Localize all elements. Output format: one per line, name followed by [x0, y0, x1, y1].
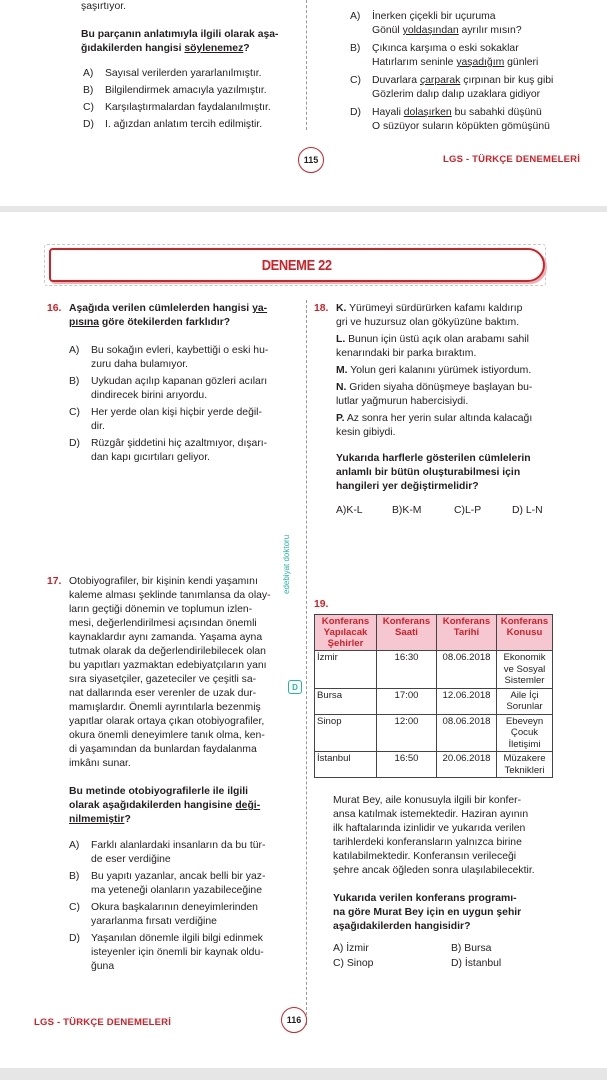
option-letter: A) — [69, 345, 80, 356]
question-line — [69, 799, 279, 813]
cell-time: 16:50 — [377, 752, 437, 778]
header-date — [437, 615, 497, 651]
text: de eser verdiğine — [91, 854, 171, 865]
banner-frame — [49, 248, 545, 282]
text-line: Sistemler — [504, 675, 545, 686]
text-line: kaleme alması şeklinde tanımlansa da olay- — [69, 590, 271, 601]
header-line: Konferans — [500, 616, 549, 627]
header-city — [315, 615, 377, 651]
paragraph-text — [69, 575, 279, 771]
option-a — [69, 839, 279, 867]
option-letter: A) — [69, 840, 80, 851]
text: Her yerde olan kişi hiçbir yerde değil- — [91, 407, 262, 418]
sentence-key: N. — [336, 382, 347, 393]
cell-city: İstanbul — [315, 752, 377, 778]
text-line: katılabilmektedir. Konferansın verileceği — [333, 851, 517, 862]
option-text — [372, 42, 590, 70]
cell-city: İzmir — [315, 651, 377, 689]
emphasis: nilmemiştir — [69, 814, 125, 825]
option-d — [83, 118, 303, 132]
page-115 — [0, 0, 607, 206]
option-text — [91, 406, 284, 434]
option-c — [69, 901, 279, 929]
option-letter: B) — [83, 85, 94, 96]
question-line: Yukarıda harflerle gösterilen cümlelerin — [336, 453, 531, 464]
cell-city: Bursa — [315, 688, 377, 714]
text-line: İletişimi — [508, 738, 541, 750]
option-text — [91, 375, 284, 403]
question-number: 18. — [314, 303, 329, 314]
text-line: şehre ancak öğleden sonra ulaşılabilecektir. — [333, 865, 535, 876]
question-paragraph — [333, 794, 548, 878]
text: Uykudan açılıp kapanan gözleri acıları — [91, 376, 268, 387]
footer-label: LGS - TÜRKÇE DENEMELERİ — [443, 154, 581, 165]
option-d — [69, 932, 279, 974]
option-letter: B) — [350, 43, 361, 54]
text: isteyenler için önemli bir kaynak oldu- — [91, 947, 264, 958]
table-header-row — [315, 615, 553, 651]
text: çırpınan bir kuş gibi — [460, 75, 554, 86]
text-line: okura önemli deneyimlere tanık olma, ken- — [69, 730, 265, 741]
text: O süzüyor suların köpükten gömüşünü — [372, 121, 550, 132]
text: ğuna — [91, 961, 115, 972]
watermark-text: edebiyat doktoru — [282, 534, 291, 594]
option-list — [333, 941, 551, 971]
option-text: Sayısal verilerden yararlanılmıştır. — [105, 68, 262, 79]
option-text — [372, 74, 590, 102]
question-17 — [47, 575, 279, 974]
option-text — [91, 437, 284, 465]
header-line: Konferans — [382, 616, 431, 627]
sentence-l — [314, 333, 549, 361]
option-text — [91, 344, 284, 372]
text: gri ve huzursuz olan gökyüzüne baktım. — [336, 317, 520, 328]
text: zuru daha bulamıyor. — [91, 359, 189, 370]
text: yararlanma fırsatı verdiğine — [91, 916, 217, 927]
cell-date: 08.06.2018 — [437, 651, 497, 689]
option-list — [69, 344, 284, 465]
question-text: ğıdakilerden hangisi — [81, 43, 185, 54]
text-line: Otobiyografiler, bir kişinin kendi yaşamını — [69, 576, 258, 587]
text: Gönül — [372, 25, 403, 36]
option-letter: C) — [83, 102, 94, 113]
option-a — [83, 67, 303, 81]
option-d: D) İstanbul — [451, 958, 502, 969]
option-letter: B) — [69, 376, 80, 387]
text-line: Teknikleri — [504, 764, 545, 776]
option-text — [91, 901, 279, 929]
text: bu sabahki düşünü — [451, 107, 542, 118]
text: lutlar yağmurun habercisiydi. — [336, 396, 469, 407]
text: Bu yapıtı yazanlar, ancak belli bir yaz- — [91, 871, 266, 882]
conference-table — [314, 614, 553, 778]
test-banner — [44, 244, 546, 286]
sentence-m — [314, 364, 549, 378]
option-c: C)L-P — [454, 505, 482, 516]
sentence-key: K. — [336, 303, 347, 314]
question-line: aşağıdakilerden hangisidir? — [333, 921, 471, 932]
header-line: Konferans — [321, 616, 370, 627]
option-d — [69, 437, 284, 465]
question-16 — [47, 302, 287, 330]
option-d — [350, 106, 590, 134]
emphasis: pısına — [69, 317, 100, 328]
text-line: Çocuk — [510, 727, 539, 738]
option-b — [350, 42, 590, 70]
text-line: Murat Bey, aile konusuyla ilgili bir konfer- — [333, 795, 522, 806]
option-a — [350, 10, 590, 38]
text-line: ve Sosyal — [503, 663, 546, 675]
text: olarak aşağıdakilerden hangisine — [69, 800, 236, 811]
option-text: I. ağızdan anlatım tercih edilmiştir. — [105, 119, 263, 130]
option-letter: C) — [69, 902, 80, 913]
sentence-key: L. — [336, 334, 346, 345]
text: Hatırlarım seninle — [372, 57, 457, 68]
table-row — [315, 714, 553, 752]
page-number: 116 — [281, 1007, 307, 1033]
question-line: Bu parçanın anlatımıyla ilgili olarak aşa- — [81, 29, 279, 40]
option-text — [91, 839, 279, 867]
header-line: Tarihi — [453, 627, 480, 638]
cell-city: Sinop — [315, 714, 377, 752]
header-line: Konusu — [506, 627, 543, 638]
table-row — [315, 651, 553, 689]
cell-topic — [497, 651, 553, 689]
text: Gözlerim dalıp dalıp uzaklara gidiyor — [372, 89, 541, 100]
option-b: B)K-M — [392, 505, 422, 516]
header-line: Saati — [395, 627, 418, 638]
emphasis: dolaşırken — [403, 107, 452, 118]
text: ma yeteneği olanların yazabileceğine — [91, 885, 262, 896]
option-letter: D) — [69, 438, 80, 449]
text-line: şaşırtıyor. — [81, 1, 127, 12]
question-text — [69, 302, 267, 316]
text-line: bu yapıtları yazmaktan edebiyatçıların yanı — [69, 660, 267, 671]
cell-date: 08.06.2018 — [437, 714, 497, 752]
emphasis: ya- — [252, 303, 268, 314]
question-line: na göre Murat Bey için en uygun şehir — [333, 907, 522, 918]
text-line: imkânı sunar. — [69, 758, 131, 769]
question-line: Yukarıda verilen konferans programı- — [333, 893, 517, 904]
option-text — [372, 106, 590, 134]
table-row — [315, 752, 553, 778]
text: ? — [124, 814, 131, 825]
question-prompt — [314, 452, 549, 494]
text: Farklı alanlardaki insanların da bu tür- — [91, 840, 266, 851]
text-line: sıra siyasetçiler, gazeteciler ve çeşitli sa- — [69, 674, 257, 685]
cell-topic — [497, 752, 553, 778]
cell-time: 16:30 — [377, 651, 437, 689]
text: Yürümeyi sürdürürken kafamı kaldırıp — [349, 303, 523, 314]
cell-time: 12:00 — [377, 714, 437, 752]
text: Duvarlara — [372, 75, 420, 86]
option-text: Karşılaştırmalardan faydalanılmıştır. — [105, 102, 271, 113]
option-letter: B) — [69, 871, 80, 882]
cell-date: 20.06.2018 — [437, 752, 497, 778]
question-number: 16. — [47, 303, 62, 314]
question-prompt — [81, 28, 301, 56]
option-b — [69, 870, 279, 898]
option-b — [83, 84, 303, 98]
question-prompt — [47, 785, 279, 827]
emphasis: çarparak — [419, 75, 461, 86]
text-line: Sorunlar — [506, 701, 543, 712]
text-line: Aile İçi — [510, 689, 539, 701]
header-line: Konferans — [442, 616, 491, 627]
text-line: mesi, değerlendirilmesi açısından önemli — [69, 618, 257, 629]
header-topic — [497, 615, 553, 651]
option-a: A) İzmir — [333, 943, 369, 954]
option-letter: A) — [83, 68, 94, 79]
text: kesin gibiydi. — [336, 427, 396, 438]
option-b: B) Bursa — [451, 943, 492, 954]
option-text — [91, 870, 279, 898]
option-letter: C) — [350, 75, 361, 86]
text-line: Ebeveyn — [505, 715, 544, 727]
question-text: ? — [243, 43, 250, 54]
option-c — [350, 74, 590, 102]
sentence-n — [314, 381, 549, 409]
text: dindirecek birini arıyordu. — [91, 390, 208, 401]
option-letter: D) — [69, 933, 80, 944]
question-emphasis: söylenemez — [184, 43, 244, 54]
text: Aşağıda verilen cümlelerden hangisi — [69, 303, 253, 314]
option-a: A)K-L — [336, 505, 363, 516]
sentence-text — [336, 302, 522, 330]
text: dir. — [91, 421, 105, 432]
sentence-p — [314, 412, 549, 440]
option-list — [47, 839, 279, 974]
banner-title: DENEME 22 — [261, 256, 333, 274]
question-line — [69, 813, 279, 827]
text: günleri — [504, 57, 539, 68]
question-line: anlamlı bir bütün oluşturabilmesi için — [336, 467, 521, 478]
question-prompt — [333, 892, 553, 934]
footer-label: LGS - TÜRKÇE DENEMELERİ — [34, 1017, 172, 1028]
column-divider — [306, 300, 307, 1025]
text-line: di yaşamından da bunlardan faydalanma — [69, 744, 257, 755]
text: İnerken çiçekli bir uçuruma — [372, 11, 496, 22]
text-line: tarihlerdeki konferansların yalnızca birine — [333, 837, 522, 848]
watermark-logo-icon: D — [288, 680, 302, 694]
text: Okura başkalarının deneyimlerinden — [91, 902, 258, 913]
option-text: Bilgilendirmek amacıyla yazılmıştır. — [105, 85, 267, 96]
text: Çıkınca karşıma o eski sokaklar — [372, 43, 519, 54]
text-line: ansa katılmak istemektedir. Haziran ayının — [333, 809, 529, 820]
page-116 — [0, 212, 607, 1068]
text: Hayali — [372, 107, 404, 118]
cell-topic — [497, 714, 553, 752]
option-letter: D) — [350, 107, 361, 118]
header-time — [377, 615, 437, 651]
text-line: tutmak olarak da değerlendirilebilecek olan — [69, 646, 266, 657]
header-line: Şehirler — [327, 638, 364, 649]
column-divider — [306, 0, 307, 130]
cell-topic — [497, 688, 553, 714]
option-c: C) Sinop — [333, 958, 374, 969]
text: dan kapı gıcırtıları geliyor. — [91, 452, 210, 463]
cell-time: 17:00 — [377, 688, 437, 714]
sentence-key: P. — [336, 413, 345, 424]
text-line: Ekonomik — [503, 652, 546, 663]
text: Bunun için üstü açık olan arabamı sahil — [348, 334, 529, 345]
text-line: mamışlardır. Önemli ayrıntılarla bezenmiş — [69, 702, 261, 713]
conference-table-grid — [314, 614, 553, 778]
text: ayrılır mısın? — [458, 25, 522, 36]
option-c — [69, 406, 284, 434]
text-line: kaynaklardır aynı zamanda. Yaşama ayna — [69, 632, 263, 643]
question-18 — [314, 302, 549, 518]
option-d: D) L-N — [512, 505, 543, 516]
option-text — [372, 10, 590, 38]
option-list — [350, 10, 590, 134]
question-line — [81, 42, 301, 56]
option-letter: C) — [69, 407, 80, 418]
page-number: 115 — [298, 147, 324, 173]
text: göre ötekilerden farklıdır? — [99, 317, 231, 328]
question-paragraph — [47, 575, 279, 771]
text: Bu sokağın evleri, kaybettiği o eski hu- — [91, 345, 269, 356]
question-number: 19. — [314, 599, 329, 610]
option-list — [83, 67, 303, 132]
text-line: Müzakere — [503, 753, 546, 764]
text: Griden siyaha dönüşmeye başlayan bu- — [349, 382, 533, 393]
emphasis: yaşadığım — [456, 57, 505, 68]
emphasis: yoldaşından — [402, 25, 459, 36]
option-list — [314, 504, 549, 518]
option-a — [69, 344, 284, 372]
option-c — [83, 101, 303, 115]
option-letter: A) — [350, 11, 361, 22]
text-line: yapıtlar olarak ortaya çıkan otobiyografiler, — [69, 716, 265, 727]
option-text — [91, 932, 279, 974]
text-line: ların geçtiği dönemin ve toplumun izlen- — [69, 604, 253, 615]
question-line — [47, 302, 287, 316]
text: Rüzgâr şiddetini hiç azaltmıyor, dışarı- — [91, 438, 268, 449]
sentence-k — [314, 302, 549, 330]
text-line: ilk haftalarında izinlidir ve yukarıda verilen — [333, 823, 526, 834]
option-letter: D) — [83, 119, 94, 130]
text: kenarındaki bir parka bıraktım. — [336, 348, 477, 359]
question-line: Bu metinde otobiyografilerle ile ilgili — [69, 786, 248, 797]
question-number: 17. — [47, 576, 62, 587]
text: Yolun geri kalanını yürümek istiyordum. — [350, 365, 532, 376]
emphasis: deği- — [235, 800, 261, 811]
cell-date: 12.06.2018 — [437, 688, 497, 714]
text: Az sonra her yerin sular altında kalacağı — [346, 413, 533, 424]
text: Yaşanılan dönemle ilgili bilgi edinmek — [91, 933, 263, 944]
header-line: Yapılacak — [323, 627, 368, 638]
table-row — [315, 688, 553, 714]
question-line — [47, 316, 287, 330]
text-line: nat dallarında eser verenler de uzak dur- — [69, 688, 257, 699]
question-line: hangileri yer değiştirmelidir? — [336, 481, 479, 492]
option-b — [69, 375, 284, 403]
sentence-key: M. — [336, 365, 348, 376]
